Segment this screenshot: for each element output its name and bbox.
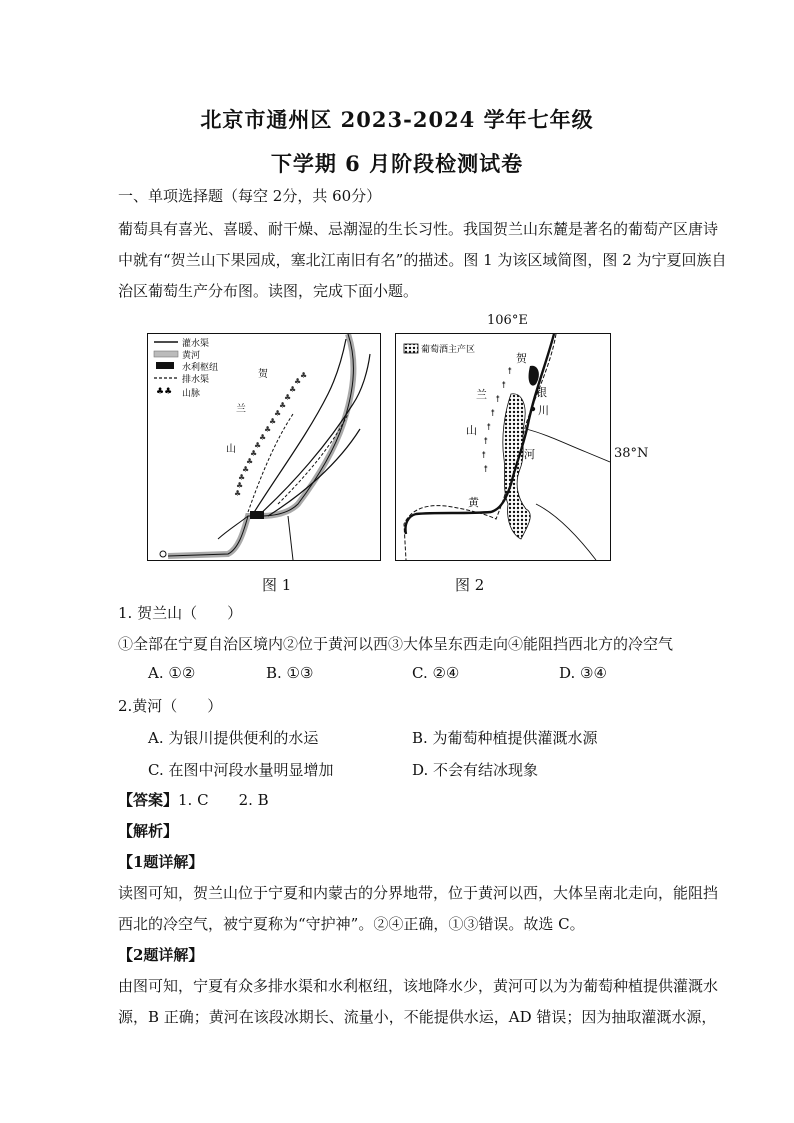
legend-canal-label: 灌水渠 — [182, 339, 210, 349]
fig1-label-lan: 兰 — [236, 404, 246, 415]
svg-text:↟: ↟ — [485, 423, 493, 433]
svg-text:↟: ↟ — [480, 451, 488, 461]
fig2-label-he: 贺 — [516, 352, 527, 365]
svg-text:♣: ♣ — [238, 473, 246, 482]
question-2-stem: 2.黄河（ ） — [118, 697, 223, 715]
detail-1-line-2: 西北的冷空气，被宁夏称为“守护神”。②④正确，①③错误。故选 C。 — [118, 915, 585, 933]
fig2-label-chuan: 川 — [538, 404, 549, 417]
svg-text:♣: ♣ — [289, 385, 297, 394]
svg-text:↟: ↟ — [482, 437, 490, 447]
fig1-label-shan: 山 — [226, 444, 236, 455]
svg-text:♣♣: ♣♣ — [156, 387, 173, 397]
question-1-statements: ①全部在宁夏自治区境内②位于黄河以西③大体呈东西走向④能阻挡西北方的冷空气 — [118, 635, 674, 653]
q1-option-a: A. ①② — [148, 664, 196, 682]
answer-text: 1. C 2. B — [178, 791, 269, 809]
q1-option-b: B. ①③ — [266, 664, 314, 682]
q2-option-c: C. 在图中河段水量明显增加 — [148, 761, 334, 779]
svg-text:♣: ♣ — [274, 409, 282, 418]
analysis-label: 【解析】 — [118, 822, 179, 840]
svg-text:↟: ↟ — [482, 465, 490, 475]
legend-mountain-label: 山脉 — [182, 389, 201, 399]
figure-1-map — [147, 333, 381, 561]
q2-option-d: D. 不会有结冰现象 — [412, 761, 539, 779]
q1-option-d: D. ③④ — [559, 664, 607, 682]
answer-label: 【答案】 — [118, 791, 179, 809]
svg-text:♣: ♣ — [254, 441, 262, 450]
fig2-label-huang: 黄 — [468, 496, 479, 509]
svg-text:♣: ♣ — [236, 481, 244, 490]
figure-2-svg — [396, 334, 610, 560]
svg-text:↟: ↟ — [489, 409, 497, 419]
figure-2-latitude: 38°N — [614, 446, 649, 461]
svg-text:♣: ♣ — [284, 393, 292, 402]
fig2-label-shan: 山 — [466, 424, 477, 437]
intro-line-3: 治区葡萄生产分布图。读图，完成下面小题。 — [118, 282, 419, 300]
q2-option-b: B. 为葡萄种植提供灌溉水源 — [412, 729, 598, 747]
detail-2-line-2: 源，B 正确；黄河在该段冰期长、流量小，不能提供水运，AD 错误；因为抽取灌溉水源， — [118, 1008, 717, 1026]
figure-1-caption: 图 1 — [262, 576, 292, 594]
intro-line-2: 中就有“贺兰山下果园成，塞北江南旧有名”的描述。图 1 为该区域简图，图 2 为宁夏回族自 — [118, 251, 727, 269]
svg-text:♣: ♣ — [279, 401, 287, 410]
fig2-label-lan: 兰 — [476, 388, 487, 401]
section-heading: 一、单项选择题（每空 2分，共 60分） — [118, 187, 382, 205]
detail-2-line-1: 由图可知，宁夏有众多排水渠和水利枢纽，该地降水少，黄河可以为为葡萄种植提供灌溉水 — [118, 977, 719, 995]
svg-text:♣: ♣ — [264, 425, 272, 434]
legend-dam-label: 水利枢纽 — [182, 363, 219, 373]
q2-option-a: A. 为银川提供便利的水运 — [148, 729, 319, 747]
svg-text:♣: ♣ — [234, 489, 242, 498]
title-line-2: 下学期 6 月阶段检测试卷 — [270, 151, 524, 176]
svg-text:↟: ↟ — [494, 395, 502, 405]
svg-text:♣: ♣ — [242, 465, 250, 474]
figure-2-caption: 图 2 — [455, 576, 485, 594]
detail-1-line-1: 读图可知，贺兰山位于宁夏和内蒙古的分界地带，位于黄河以西，大体呈南北走向，能阻挡 — [118, 884, 719, 902]
svg-text:♣: ♣ — [269, 417, 277, 426]
svg-text:↟: ↟ — [506, 367, 514, 377]
svg-text:♣: ♣ — [300, 371, 308, 380]
answer-line — [118, 790, 688, 810]
detail-1-label: 【1题详解】 — [118, 853, 204, 871]
figure-1-svg — [148, 334, 380, 560]
title-line-1: 北京市通州区 2023-2024 学年七年级 — [200, 107, 594, 132]
legend-drain-label: 排水渠 — [182, 375, 210, 385]
figure-2-map — [395, 333, 611, 561]
figure-2-longitude: 106°E — [487, 313, 528, 328]
svg-text:♣: ♣ — [246, 457, 254, 466]
legend-river-label: 黄河 — [182, 351, 201, 361]
legend-wine-area-label: 葡萄酒主产区 — [421, 345, 476, 355]
svg-text:♣: ♣ — [259, 433, 267, 442]
fig2-label-river-he: 河 — [524, 448, 535, 461]
q1-option-c: C. ②④ — [412, 664, 460, 682]
detail-2-label: 【2题详解】 — [118, 946, 204, 964]
svg-text:↟: ↟ — [500, 381, 508, 391]
intro-line-1: 葡萄具有喜光、喜暖、耐干燥、忌潮湿的生长习性。我国贺兰山东麓是著名的葡萄产区唐诗 — [118, 220, 719, 238]
fig1-label-he: 贺 — [258, 369, 268, 380]
fig2-label-yin: 银 — [536, 386, 547, 399]
question-1-stem: 1. 贺兰山（ ） — [118, 604, 243, 622]
svg-text:♣: ♣ — [250, 449, 258, 458]
svg-text:♣: ♣ — [294, 377, 302, 386]
